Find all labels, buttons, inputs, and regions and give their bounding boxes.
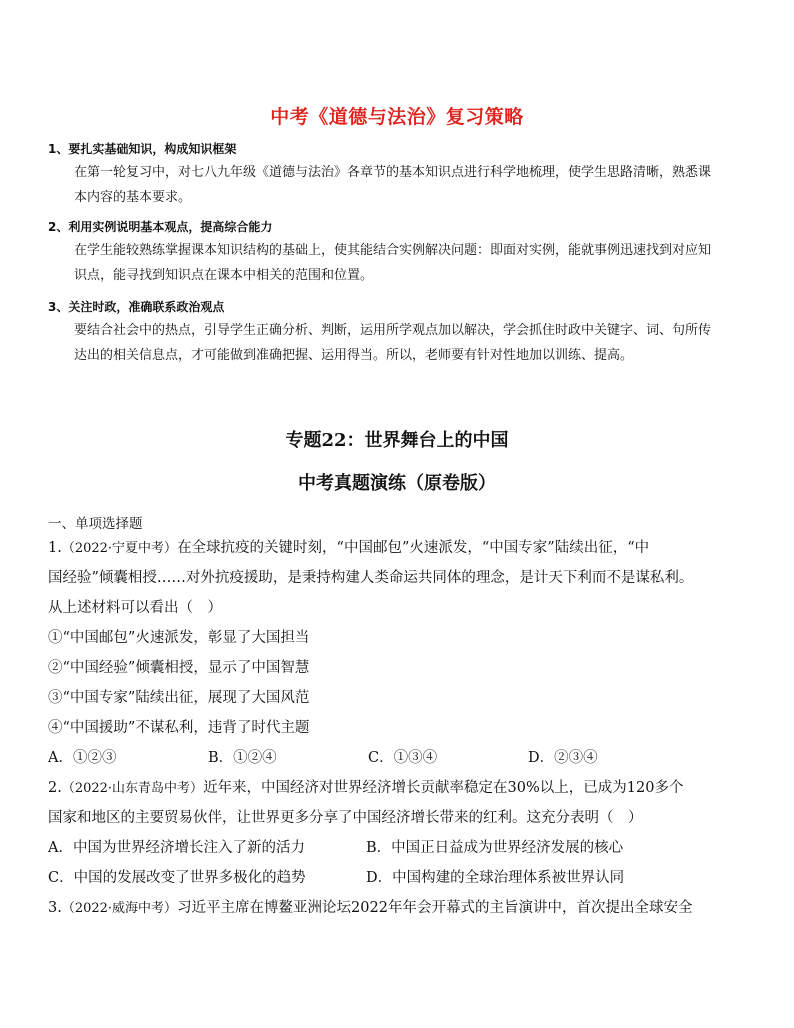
option-a: A．①②③: [48, 750, 117, 766]
question-number: 1.: [48, 540, 62, 556]
question-number: 2.: [48, 780, 62, 796]
option-d: D．中国构建的全球治理体系被世界认同: [366, 870, 625, 886]
question-text: 国家和地区的主要贸易伙伴，让世界更多分享了中国经济增长带来的红利。这充分表明（ ）: [48, 810, 643, 826]
question-1: [48, 533, 760, 773]
section-heading: 一、单项选择题: [48, 516, 143, 532]
question-text: 国经验”倾囊相授……对外抗疫援助，是秉持构建人类命运共同体的理念，是计天下利而不是谋私利。: [48, 570, 694, 586]
statement: ③“中国专家”陆续出征，展现了大国风范: [48, 690, 310, 706]
strategy-heading: 1、要扎实基础知识，构成知识框架: [48, 142, 237, 156]
strategy-item-2: [48, 216, 768, 288]
strategy-body-line: 达出的相关信息点，才可能做到准确把握、运用得当。所以，老师要有针对性地加以训练、提高。: [74, 348, 634, 363]
option-c: C．中国的发展改变了世界多极化的趋势: [48, 870, 306, 886]
question-text: 习近平主席在博鳌亚洲论坛2022年年会开幕式的主旨演讲中，首次提出全球安全: [177, 900, 693, 916]
answer-options: [48, 743, 760, 773]
topic-title: 专题22：世界舞台上的中国: [285, 430, 509, 451]
question-text: 从上述材料可以看出（ ）: [48, 600, 222, 616]
strategy-item-1: [48, 138, 768, 210]
statement: ④“中国援助”不谋私利，违背了时代主题: [48, 720, 310, 736]
option-b: B．①②④: [208, 750, 277, 766]
strategy-body-line: 本内容的基本要求。: [74, 190, 192, 205]
strategy-item-3: [48, 296, 768, 368]
question-source: （2022·山东青岛中考）: [61, 781, 204, 796]
question-text: 在全球抗疫的关键时刻，“中国邮包”火速派发，“中国专家”陆续出征，“中: [177, 540, 650, 556]
strategy-body-line: 识点，能寻找到知识点在课本中相关的范围和位置。: [74, 268, 374, 283]
option-c: C．①③④: [368, 750, 438, 766]
question-2: [48, 773, 760, 893]
exam-title: 中考真题演练（原卷版）: [298, 473, 496, 494]
strategy-body-line: 要结合社会中的热点，引导学生正确分析、判断，运用所学观点加以解决，学会抓住时政中关键字、词、句所传: [74, 323, 712, 338]
strategy-heading: 3、关注时政，准确联系政治观点: [48, 300, 225, 314]
option-b: B．中国正日益成为世界经济发展的核心: [366, 840, 624, 856]
question-source: （2022·宁夏中考）: [61, 541, 178, 556]
strategy-body-line: 在第一轮复习中，对七八九年级《道德与法治》各章节的基本知识点进行科学地梳理，使学生思路清晰，熟悉课: [74, 165, 712, 180]
statement: ②“中国经验”倾囊相授，显示了中国智慧: [48, 660, 310, 676]
strategy-heading: 2、利用实例说明基本观点，提高综合能力: [48, 220, 273, 234]
answer-options: [48, 833, 760, 863]
answer-options: [48, 863, 760, 893]
question-text: 近年来，中国经济对世界经济增长贡献率稳定在30%以上，已成为120多个: [203, 780, 684, 796]
strategy-title: 中考《道德与法治》复习策略: [270, 106, 524, 128]
option-d: D．②③④: [528, 750, 598, 766]
strategy-body-line: 在学生能较熟练掌握课本知识结构的基础上，使其能结合实例解决问题：即面对实例，能就事例迅速找到对应知: [74, 243, 712, 258]
statement: ①“中国邮包”火速派发，彰显了大国担当: [48, 630, 310, 646]
option-a: A．中国为世界经济增长注入了新的活力: [48, 840, 305, 856]
question-number: 3.: [48, 900, 62, 916]
question-3: [48, 893, 760, 923]
question-source: （2022·威海中考）: [61, 901, 178, 916]
